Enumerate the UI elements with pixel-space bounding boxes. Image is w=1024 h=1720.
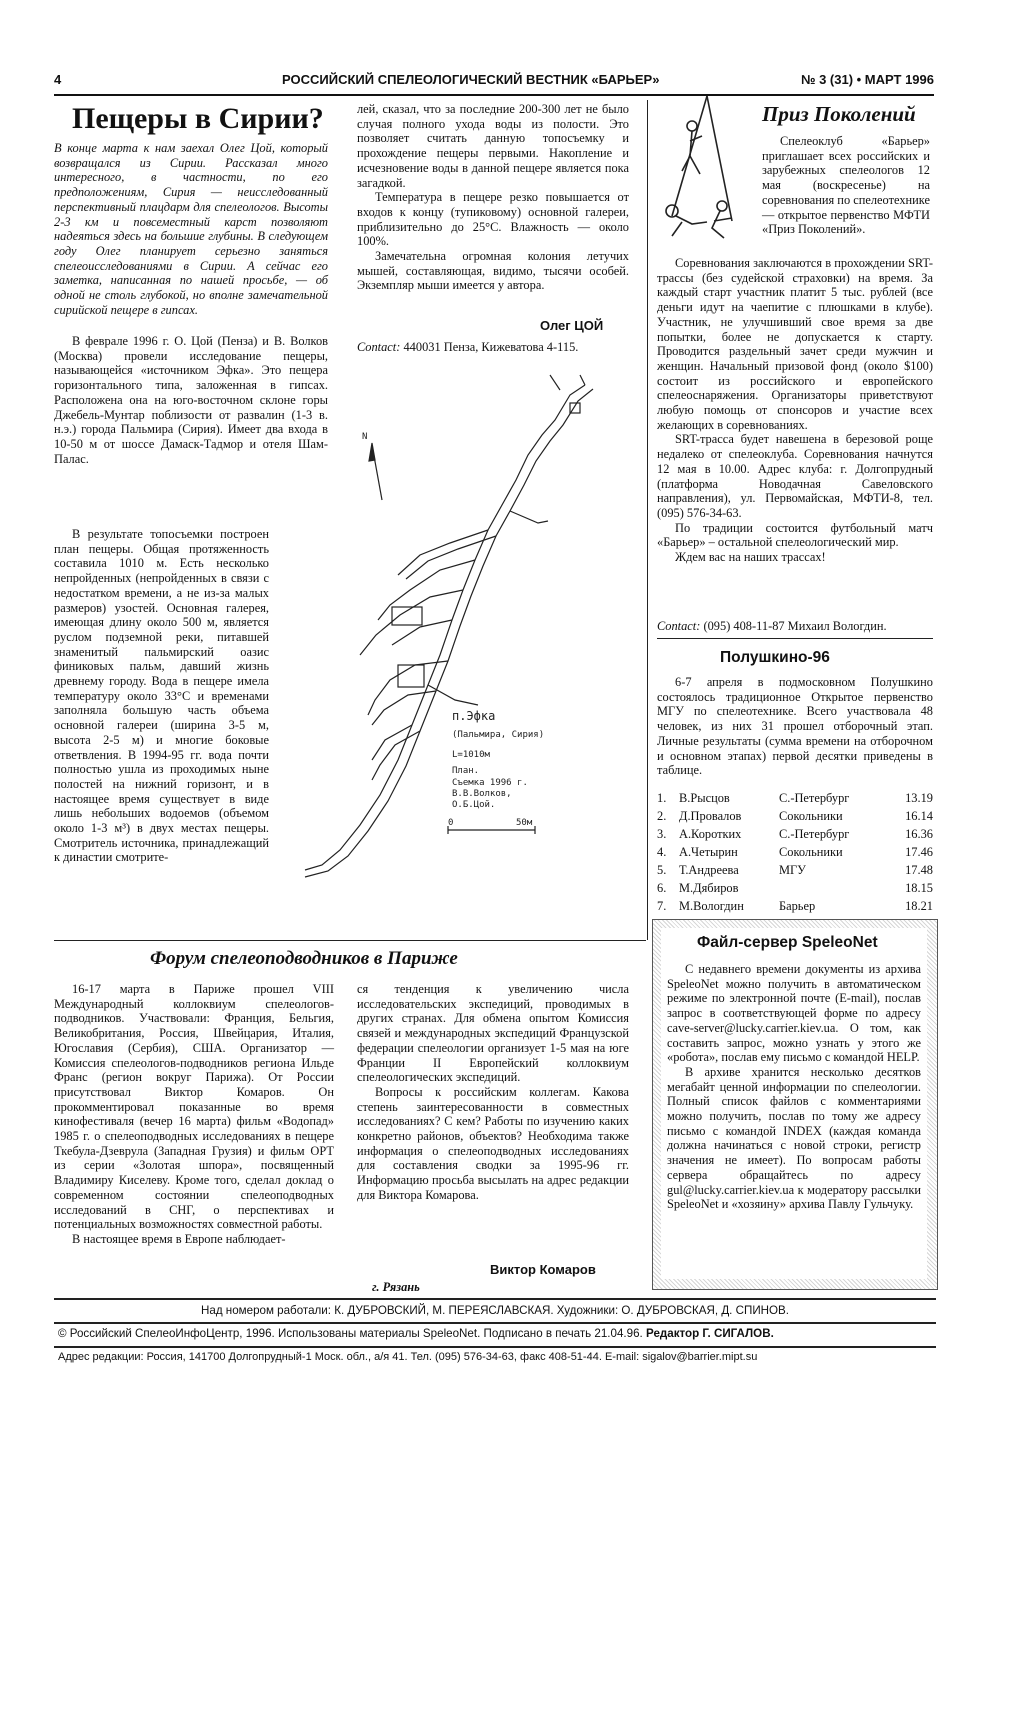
fileserver-body xyxy=(667,962,921,1212)
results-row xyxy=(657,844,933,862)
syria-contact xyxy=(357,340,637,355)
result-name: М.Дябиров xyxy=(679,881,739,895)
map-scale-zero: 0 xyxy=(448,818,454,828)
result-rank: 3. xyxy=(657,827,667,841)
prize-contact-value: (095) 408-11-87 Михаил Вологдин. xyxy=(703,619,887,633)
footer-rule-1 xyxy=(54,1298,936,1300)
prize-body xyxy=(657,256,933,565)
fileserver-paragraph-2: В архиве хранится несколько десятков мегабайт ценной информации по спелеологии. Полный список файлов с комментариями можно получить, послав по тому же адресу письмо с командой INDEX (каждая команда должна начинаться с новой строки, регистр значения не имеет). По вопросам работы сервера обращайтесь по адресу gul@lucky.carrier.kiev.ua к модератору рассылки SpeleoNet и «хозяину» архива Павлу Гульчуку. xyxy=(667,1064,921,1212)
result-name: А.Четырин xyxy=(679,845,738,859)
result-time: 16.36 xyxy=(905,827,933,841)
result-time: 17.48 xyxy=(905,863,933,877)
column-divider xyxy=(647,100,648,940)
map-label-name: п.Эфка xyxy=(452,709,496,723)
page-header xyxy=(54,70,934,96)
footer-copyright-line xyxy=(58,1327,938,1340)
result-name: А.Коротких xyxy=(679,827,742,841)
results-row xyxy=(657,790,933,808)
prize-contact-label: Contact: xyxy=(657,619,701,633)
prize-paragraph-3: SRT-трасса будет навешена в березовой роще недалеко от спелеоклуба. Соревнования начнутся 12 мая в 10.00. Адрес клуба: г. Долгопрудный (платформа Новодачная Савеловского направления), ул. Первомайская, МФТИ-8, тел. (095) 576-34-63. xyxy=(657,432,933,520)
forum-city: г. Рязань xyxy=(372,1280,420,1294)
prize-title: Приз Поколений xyxy=(762,102,916,126)
page-number: 4 xyxy=(54,72,62,87)
result-rank: 2. xyxy=(657,809,667,823)
cave-map xyxy=(280,365,640,935)
results-row xyxy=(657,862,933,880)
map-label-length: L=1010м xyxy=(452,750,490,760)
prize-paragraph-1: Спелеоклуб «Барьер» приглашает всех российских и зарубежных спелеологов 12 мая (воскресенье) на соревнования по спелеотехнике — открытое первенство МФТИ «Приз Поколений». xyxy=(762,134,930,237)
syria-author: Олег ЦОЙ xyxy=(540,318,604,333)
syria-title: Пещеры в Сирии? xyxy=(72,102,324,135)
result-club: С.-Петербург xyxy=(779,827,850,841)
result-rank: 7. xyxy=(657,899,667,913)
north-arrow-icon xyxy=(369,443,382,500)
result-name: В.Рысцов xyxy=(679,791,730,805)
result-rank: 1. xyxy=(657,791,667,805)
footer-copyright: © Российский СпелеоИнфоЦентр, 1996. Использованы материалы SpeleoNet. Подписано в печать 21.04.96. xyxy=(58,1327,643,1340)
issue-label: № 3 (31) • МАРТ 1996 xyxy=(800,72,934,87)
results-table xyxy=(657,790,933,916)
result-name: М.Вологдин xyxy=(679,899,744,913)
map-label-surveyors-2: О.Б.Цой. xyxy=(452,800,496,810)
results-row xyxy=(657,880,933,898)
result-time: 18.15 xyxy=(905,881,933,895)
prize-paragraph-4: По традиции состоится футбольный матч «Барьер» – остальной спелеологический мир. xyxy=(657,520,933,550)
syria-lead: В конце марта к нам заехал Олег Цой, который возвращался из Сирии. Рассказал много интересного, в частности, по его предположениям, Сирия — неисследованный перспективный плацдарм для спелеологов. Высоты 2-3 км и повсеместный карст позволяют надеяться здесь на большие глубины. В следующем году Олег планирует серьезно заняться спелеоисследованиями в Сирии. А сейчас его заметка, написанная по нашей просьбе, — об одной не столь глубокой, но вполне замечательной сирийской пещере в гипсах. xyxy=(54,141,328,317)
result-name: Д.Провалов xyxy=(679,809,742,823)
footer-address: Адрес редакции: Россия, 141700 Долгопрудный-1 Моск. обл., а/я 41. Тел. (095) 576-34-63, факс 408-51-44. E-mail: sigalov@barrier.mipt.su xyxy=(58,1351,758,1363)
results-row xyxy=(657,808,933,826)
forum-paragraph-2: В настоящее время в Европе наблюдает- xyxy=(72,1231,286,1246)
results-row xyxy=(657,898,933,916)
prize-paragraph-5: Ждем вас на наших трассах! xyxy=(675,550,826,565)
prize-contact xyxy=(657,619,937,634)
polushkino-title: Полушкино-96 xyxy=(720,649,830,666)
result-rank: 6. xyxy=(657,881,667,895)
forum-col1 xyxy=(54,982,334,1247)
result-time: 17.46 xyxy=(905,845,933,859)
map-label-surveyors-1: В.В.Волков, xyxy=(452,789,512,799)
result-club: С.-Петербург xyxy=(779,791,850,805)
result-club: Барьер xyxy=(779,899,816,913)
syria-paragraph-2: В результате топосъемки построен план пещеры. Общая протяженность составила 1010 м. Есть несколько непройденных (непройденных в связи с недостатком времени, а не из-за малых размеров) узостей. Основная галерея, имеющая длину около 500 м, является руслом подземной реки, питавшей знаменитый пальмирский оазис финиковых пальм, давший жизнь древнему городу. Вода в пещере имела температуру около 33°С и временами заполняла большую часть объема основной галереи (ширина 3-5 м, высота 2-5 м) и многие боковые ответвления. В 1994-95 гг. вода почти полностью ушла из проходимых ныне полостей на нижний горизонт, и в настоящее время существует в виде лишь небольших водоемов (объемом около 1-3 м³) в двух местах пещеры. Смотритель источника, принадлежащий к династии смотрите- xyxy=(54,527,269,865)
result-rank: 5. xyxy=(657,863,667,877)
forum-col2 xyxy=(357,982,629,1203)
result-rank: 4. xyxy=(657,845,667,859)
syria-paragraph-5: Замечательна огромная колония летучих мышей, составляющая, видимо, тысячи особей. Экземпляр мыши имеется у автора. xyxy=(357,249,629,293)
result-club xyxy=(779,880,889,898)
results-row xyxy=(657,826,933,844)
climber-illustration-icon xyxy=(652,96,757,246)
footer-rule-3 xyxy=(54,1346,936,1348)
result-time: 18.21 xyxy=(905,899,933,913)
syria-paragraph-1: В феврале 1996 г. О. Цой (Пенза) и В. Волков (Москва) провели исследование пещеры, называющейся «источником Эфка». Это пещера горизонтального типа, заложенная в гипсах. Расположена она на юго-восточном склоне горы Джебель-Мунтар поблизости от развалин (1-3 в. н.э.) города Пальмира (Сирия). Имеет два входа в 10-50 м от шоссе Дамаск-Тадмор и отеля Шам-Палас. xyxy=(54,334,328,466)
fileserver-panel xyxy=(661,928,927,1279)
results-table-body xyxy=(657,790,933,916)
forum-paragraph-3: ся тенденция к увеличению числа исследовательских экспедиций, проводимых в других странах. Для обмена опытом Комиссия связей и международных экспедиций Французской федерации спелеологии организует 1-5 мая на юге Франции II Европейский коллоквиум спелеологических экспедиций. xyxy=(357,982,629,1085)
footer-editor: Редактор Г. СИГАЛОВ. xyxy=(646,1327,774,1340)
map-north-label: N xyxy=(362,432,368,442)
contact-label: Contact: xyxy=(357,340,401,354)
map-scale-end: 50м xyxy=(516,818,533,828)
footer-credits: Над номером работали: К. ДУБРОВСКИЙ, М. ПЕРЕЯСЛАВСКАЯ. Художники: О. ДУБРОВСКАЯ, Д. СПИНОВ. xyxy=(201,1304,789,1317)
syria-paragraph-3: лей, сказал, что за последние 200-300 лет не было случая полного ухода воды из полости. Это позволяет считать данную топосъемку и прохождение пещеры первыми. Накопление и исчезновение воды в данной пещере является пока загадкой. xyxy=(357,102,629,190)
fileserver-title: Файл-сервер SpeleoNet xyxy=(697,934,878,951)
climber-illustration xyxy=(652,96,757,246)
fileserver-box xyxy=(652,919,938,1290)
result-club: Сокольники xyxy=(779,809,843,823)
cave-map-icon xyxy=(280,365,640,935)
result-time: 13.19 xyxy=(905,791,933,805)
syria-paragraph-4: Температура в пещере резко повышается от входов к концу (тупиковому) основной галереи, приблизительно до 25°С. Влажность — около 100%. xyxy=(357,190,629,249)
forum-rule-top xyxy=(54,940,646,941)
forum-paragraph-4: Вопросы к российским коллегам. Какова степень заинтересованности в совместных исследованиях? С кем? Работы по изучению каких конкретно районов, объектов? Необходима также информация о спелеоподводных исследованиях для составления сводки за 1995-96 гг. Информацию просьба высылать на адрес редакции для Виктора Комарова. xyxy=(357,1084,629,1202)
forum-paragraph-1: 16-17 марта в Париже прошел VIII Международный коллоквиум спелеологов-подводников. Участвовали: Франция, Бельгия, Великобритания, Россия, Швейцария, Италия, Югославия (Сербия), США. Организатор — Комиссия спелеологов-подводников региона Ильде Франс (регион вокруг Парижа). От России присутствовал Виктор Комаров. Он прокомментировал показанные во время кинофестиваля (вечер 16 марта) фильм «Водопад» 1985 г. о спелеоподводных исследованиях в пещере Ткебула-Дзеврула (Западная Грузия) и фильм ОРТ из серии «Золотая шпора», посвященный Владимиру Киселеву. Кроме того, сделал доклад о современном состоянии спелеоподводных исследований в СНГ, о перспективах и потенциальных возможностях совместной работы. xyxy=(54,982,334,1232)
section-rule xyxy=(657,638,933,639)
polushkino-body xyxy=(657,675,933,778)
result-name: Т.Андреева xyxy=(679,863,739,877)
map-label-region: (Пальмира, Сирия) xyxy=(452,730,545,740)
result-time: 16.14 xyxy=(905,809,933,823)
result-club: Сокольники xyxy=(779,845,843,859)
syria-body-col1b xyxy=(54,527,269,865)
result-club: МГУ xyxy=(779,863,806,877)
map-label-plan: План. xyxy=(452,766,480,776)
map-label-survey: Съемка 1996 г. xyxy=(452,778,528,788)
fileserver-paragraph-1: С недавнего времени документы из архива SpeleoNet можно получить в автоматическом режиме по электронной почте (E-mail), послав запрос в соответствующей форме по адресу cave-server@lucky.carrier.kiev.ua. О том, как составить запрос, можно узнать у этого же «робота», послав ему письмо с командой HELP. xyxy=(667,962,921,1065)
prize-paragraph-2: Соревнования заключаются в прохождении SRT-трассы (без судейской страховки) на время. За каждый старт участник платит 5 тыс. рублей (все деньги идут на чаепитие с плюшками в клубе). Участник, не улучшивший свое время за две попытки, более не допускается к старту. Проводится раздельный зачет среди мужчин и женщин. Начальный призовой фонд (около $100) состоит из российского и европейского спелеоснаряжения. Организаторы приветствуют любую помощь от спонсоров и участие всех желающих в соревнованиях. xyxy=(657,256,933,432)
forum-author: Виктор Комаров xyxy=(490,1262,596,1277)
contact-address: 440031 Пенза, Кижеватова 4-115. xyxy=(403,340,579,354)
publication-name: РОССИЙСКИЙ СПЕЛЕОЛОГИЧЕСКИЙ ВЕСТНИК «БАРЬЕР» xyxy=(282,72,660,87)
syria-body-col2 xyxy=(357,102,629,293)
footer-rule-2 xyxy=(54,1322,936,1324)
forum-title: Форум спелеоподводников в Париже xyxy=(150,948,458,969)
polushkino-paragraph-1: 6-7 апреля в подмосковном Полушкино состоялось традиционное Открытое первенство МГУ по спелеотехнике. Всего участвовала 48 человек, из них 31 прошел отборочный этап. Личные результаты (сумма времени на отборочном и основном этапах) первой десятки приведены в таблице. xyxy=(657,675,933,778)
prize-intro xyxy=(762,134,930,237)
